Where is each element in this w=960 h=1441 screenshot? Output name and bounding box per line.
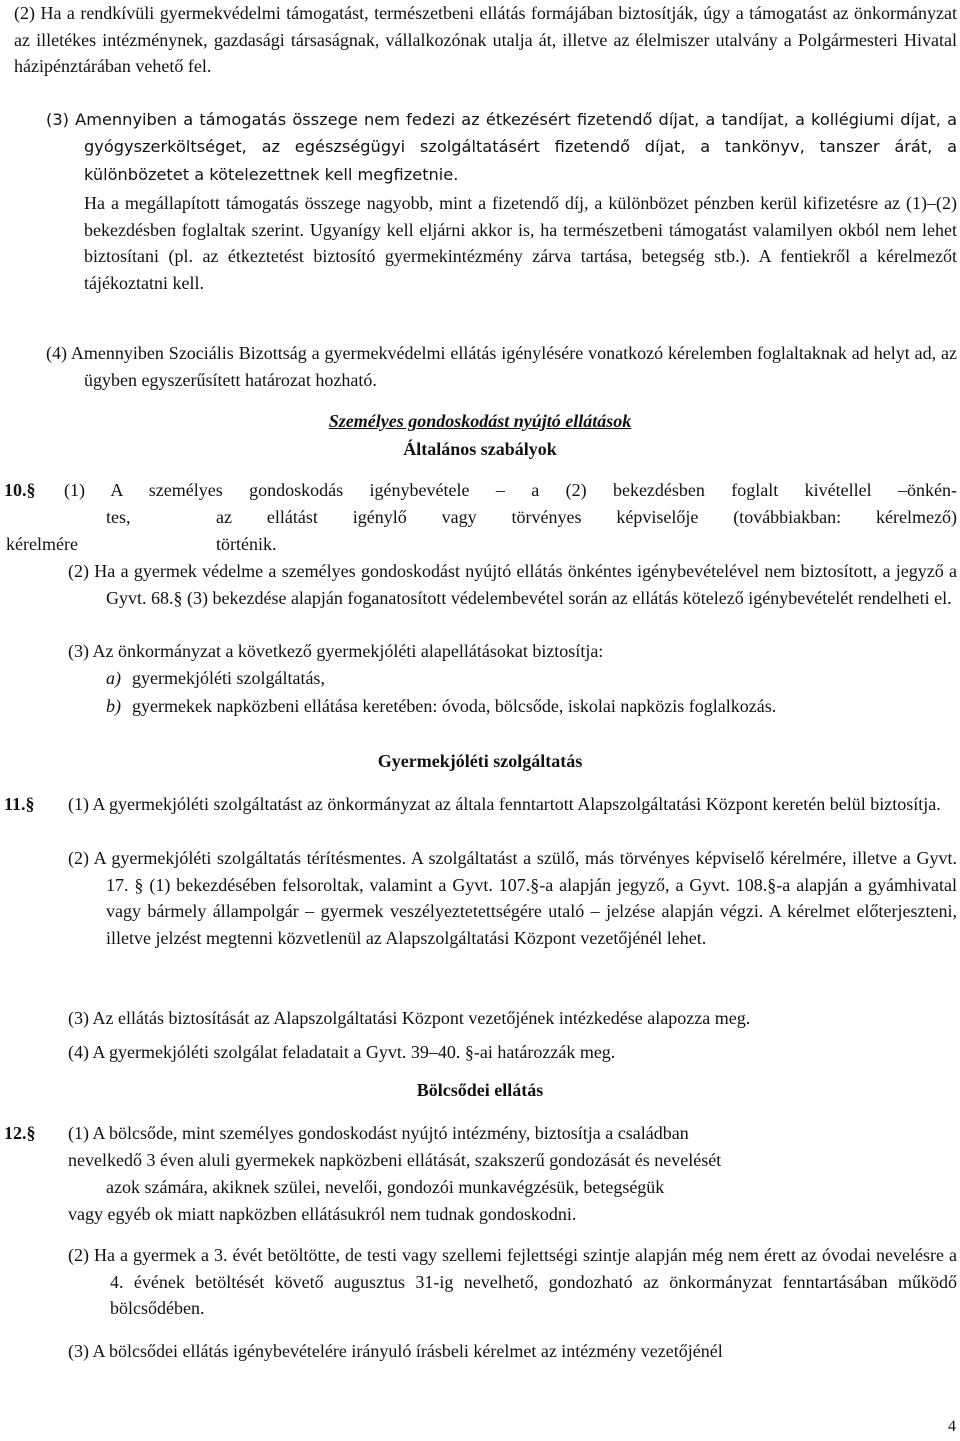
heading-gyermekjoleti-szolgaltatas: Gyermekjóléti szolgáltatás	[377, 751, 583, 771]
paragraph-3-first: (3) Amennyiben a támogatás összege nem fedezi az étkezésért fizetendő díjat, a tandíjat, a kollégiumi díjat, a gyógyszerköltséget, az egészségügyi szolgáltatásért fizetendő díjat, a tankönyv, tanszer árát, a különbözetet a kötelezettnek kell megfizetnie.	[46, 110, 957, 184]
paragraph-3-second: Ha a megállapított támogatás összege nagyobb, mint a fizetendő díj, a különbözet pénzben kerül kifizetésre az (1)–(2) bekezdésben foglaltak szerint. Ugyanígy kell eljárni akkor is, ha természetbeni támogatást valamilyen okból nem lehet biztosítani (pl. az étkeztetést biztosító gyermekintézmény zárva tartása, betegség stb.). A fentiekről a kérelmezőt tájékoztatni kell.	[84, 193, 957, 293]
section-11-2: (2) A gyermekjóléti szolgáltatás térítésmentes. A szolgáltatást a szülő, más törvényes képviselő kérelmére, illetve a Gyvt. 17. § (1) bekezdésében felsoroltak, valamint a Gyvt. 107.§-a alapján jegyző, a Gyvt. 108.§-a alapján a gyámhivatal vagy bármely állampolgár – gyermek veszélyeztetettségére utaló – jelzése alapján végzi. A kérelmet előterjeszteni, illetve jelzést megtenni közvetlenül az Alapszolgáltatási Központ vezetőjénél lehet.	[68, 848, 957, 948]
paragraph-4: (4) Amennyiben Szociális Bizottság a gyermekvédelmi ellátás igénylésére vonatkozó kérelemben foglaltaknak ad helyt ad, az ügyben egyszerűsített határozat hozható.	[46, 343, 957, 390]
section-10-1-line2: az ellátást igénylő vagy törvényes képviselője (továbbiakban: kérelmező)	[216, 507, 957, 527]
section-10-3b: gyermekek napközbeni ellátása keretében: óvoda, bölcsőde, iskolai napközis foglalkozás.	[132, 696, 777, 716]
section-11-1: (1) A gyermekjóléti szolgáltatást az önkormányzat az általa fenntartott Alapszolgáltatási Központ keretén belül biztosítja.	[68, 794, 941, 814]
heading-bolcsodei-ellatas: Bölcsődei ellátás	[416, 1080, 544, 1100]
section-10-3a: gyermekjóléti szolgáltatás,	[132, 668, 325, 688]
section-10-1-kerelmere: kérelmére	[6, 534, 78, 554]
paragraph-2-continued: (2) Ha a rendkívüli gyermekvédelmi támogatást, természetbeni ellátás formájában biztosítják, úgy a támogatást az önkormányzat az illetékes intézménynek, gazdasági társaságnak, vállalkozónak utalja át, illetve az élelmiszer utalvány a Polgármesteri Hivatal házipénztárában vehető fel.	[14, 3, 957, 76]
section-12-1-line1: (1) A bölcsőde, mint személyes gondoskodást nyújtó intézmény, biztosítja a családban	[68, 1123, 689, 1143]
section-12-1-line3: azok számára, akiknek szülei, nevelői, gondozói munkavégzésük, betegségük	[106, 1177, 665, 1197]
section-12-2: (2) Ha a gyermek a 3. évét betöltötte, de testi vagy szellemi fejlettségi szintje alapján még nem érett az óvodai nevelésre a 4. évének betöltését követő augusztus 31-ig nevelhető, gondozható az önkormányzat fenntartásában működő bölcsődében.	[68, 1245, 957, 1318]
section-11-4: (4) A gyermekjóléti szolgálat feladatait a Gyvt. 39–40. §-ai határozzák meg.	[68, 1042, 616, 1062]
section-12-3: (3) A bölcsődei ellátás igénybevételére irányuló írásbeli kérelmet az intézmény vezetőjénél	[68, 1341, 723, 1361]
section-10-1-line1: (1) A személyes gondoskodás igénybevétele – a (2) bekezdésben foglalt kivétellel –önkén-	[64, 480, 957, 500]
section-10-3b-label: b)	[106, 696, 121, 716]
heading-altalanos-szabalyok: Általános szabályok	[403, 439, 557, 459]
section-12-number: 12.§	[4, 1123, 36, 1143]
section-12-1-line4: vagy egyéb ok miatt napközben ellátásukról nem tudnak gondoskodni.	[68, 1204, 577, 1224]
section-10-3a-label: a)	[106, 668, 121, 688]
section-11-3: (3) Az ellátás biztosítását az Alapszolgáltatási Központ vezetőjének intézkedése alapozza meg.	[68, 1008, 751, 1028]
page-number: 4	[948, 1418, 956, 1435]
heading-szemelyes-gondoskodas: Személyes gondoskodást nyújtó ellátások	[328, 411, 632, 431]
section-11-number: 11.§	[4, 794, 35, 814]
section-10-1-tes: tes,	[106, 507, 131, 527]
section-10-1-tortenik: történik.	[216, 534, 277, 554]
section-12-1-line2: nevelkedő 3 éven aluli gyermekek napközbeni ellátását, szakszerű gondozását és nevelését	[68, 1150, 722, 1170]
section-10-3: (3) Az önkormányzat a következő gyermekjóléti alapellátásokat biztosítja:	[68, 641, 604, 661]
section-10-number: 10.§	[4, 480, 36, 500]
section-10-2: (2) Ha a gyermek védelme a személyes gondoskodást nyújtó ellátás önkéntes igénybevételével nem biztosított, a jegyző a Gyvt. 68.§ (3) bekezdése alapján foganatosított védelembevétel során az ellátás kötelező igénybevételét rendelheti el.	[68, 561, 957, 608]
